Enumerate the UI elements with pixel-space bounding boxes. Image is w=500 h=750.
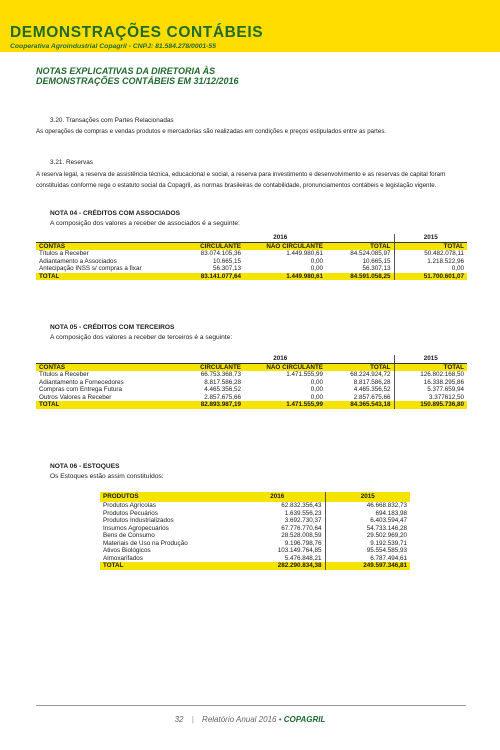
cell: Materiais de Uso na Produção — [103, 539, 188, 547]
year-2016: 2016 — [167, 234, 394, 242]
page-header-band — [0, 0, 500, 52]
col-header: CIRCULANTE — [167, 242, 244, 250]
cell: 282.290.834,38 — [230, 562, 325, 570]
cell: 0,00 — [310, 378, 323, 386]
cell: Almoxarifados — [103, 554, 143, 562]
section-321-title: 3.21. Reservas — [50, 159, 93, 166]
cell: 694.183,98 — [325, 510, 410, 518]
cell: Compras com Entrega Futura — [39, 386, 122, 393]
table-row — [36, 258, 467, 266]
cell: 3.692.730,37 — [284, 517, 322, 524]
cell: Títulos a Receber — [39, 371, 89, 378]
col-header: TOTAL — [326, 242, 394, 250]
cell: Ativos Biológicos — [103, 547, 151, 554]
report-name: Relatório Anual 2016 — [202, 715, 277, 724]
cell: Bens de Consumo — [103, 532, 155, 539]
year-row — [36, 234, 467, 242]
cell: 2.857.675,66 — [204, 393, 241, 401]
cell: 1.449.980,61 — [244, 273, 326, 281]
cell: TOTAL — [36, 273, 167, 281]
table-row — [36, 394, 467, 402]
cell: 67.776.770,64 — [281, 524, 322, 532]
section-320-text: As operações de compras e vendas produtos e mercadorias são realizadas em condições e preços estipulados entre as partes. — [36, 128, 387, 135]
nota04-title: NOTA 04 - CRÉDITOS COM ASSOCIADOS — [50, 210, 181, 217]
year-row — [36, 355, 467, 363]
table-row — [100, 510, 410, 518]
col-header: PRODUTOS — [100, 492, 230, 502]
cell: 95.554.585,93 — [325, 547, 410, 555]
cell: 4.465.356,52 — [204, 386, 241, 393]
cell: 0,00 — [310, 393, 323, 401]
section-320-title: 3.20. Transações com Partes Relacionadas — [50, 117, 174, 124]
table-header-row — [100, 492, 410, 502]
total-row — [36, 273, 467, 281]
nota06-title: NOTA 06 - ESTOQUES — [50, 463, 120, 470]
nota05-table — [36, 355, 467, 409]
cell: 84.365.543,18 — [326, 401, 394, 409]
page-number: 32 — [174, 715, 184, 724]
cell: 68.224.924,72 — [350, 371, 391, 378]
year-2016: 2016 — [167, 355, 394, 363]
cell: 6.403.594,47 — [325, 517, 410, 525]
nota05-text: A composição dos valores a receber de terceiros é a seguinte: — [50, 334, 233, 341]
cell: 1.218.522,96 — [394, 258, 467, 266]
cell: Produtos Agrícolas — [103, 502, 156, 509]
footer-separator: | — [191, 715, 194, 724]
col-header: CONTAS — [36, 363, 167, 371]
cell: 0,00 — [310, 386, 323, 393]
cell: 62.832.356,43 — [281, 502, 322, 509]
cell: 51.700.601,07 — [394, 273, 467, 281]
page-footer — [0, 715, 500, 724]
cell: 10.665,15 — [362, 257, 391, 265]
col-header: CONTAS — [36, 242, 167, 250]
cell: 249.597.346,81 — [325, 562, 410, 570]
table-row — [100, 555, 410, 563]
cell: 29.502.969,20 — [325, 532, 410, 540]
cell: 0,00 — [310, 265, 323, 272]
footer-divider — [36, 705, 466, 706]
table-row — [36, 265, 467, 273]
cell: 66.753.368,73 — [200, 371, 241, 378]
cell: 8.817.586,28 — [353, 378, 391, 386]
cell: 28.528.008,59 — [281, 532, 322, 539]
cell: 1.471.555,99 — [286, 371, 323, 378]
cell: 1.639.556,23 — [284, 509, 322, 517]
col-header: 2015 — [325, 492, 410, 502]
brand-name: COPAGRIL — [283, 715, 326, 724]
cell: 56.307,13 — [362, 265, 391, 272]
year-2015: 2015 — [394, 234, 467, 242]
cell: TOTAL — [36, 401, 167, 409]
table-header-row — [36, 242, 467, 250]
cell: 2.857.675,66 — [353, 393, 391, 401]
col-header: TOTAL — [394, 363, 467, 371]
cell: 4.465.356,52 — [353, 386, 391, 393]
col-header: NÃO CIRCULANTE — [244, 363, 326, 371]
nota05-title: NOTA 05 - CRÉDITOS COM TERCEIROS — [50, 324, 175, 331]
cell: 126.802.168,50 — [394, 371, 467, 379]
notes-title-line2: DEMONSTRAÇÕES CONTÁBEIS EM 31/12/2016 — [36, 76, 239, 86]
cell: 1.471.555,99 — [244, 401, 326, 409]
cell: 5.377.659,94 — [394, 386, 467, 394]
cell: Adiantamento a Associados — [39, 257, 117, 265]
cell: 103.149.764,85 — [277, 547, 322, 554]
cell: Outros Valores a Receber — [39, 393, 112, 401]
table-row — [100, 547, 410, 555]
table-row — [100, 517, 410, 525]
total-row — [36, 401, 467, 409]
col-header: TOTAL — [326, 363, 394, 371]
table-row — [100, 532, 410, 540]
cell: 150.895.736,80 — [394, 401, 467, 409]
table-row — [100, 502, 410, 510]
cell: 83.074.105,36 — [200, 250, 241, 257]
cell: 9.196.798,76 — [284, 539, 322, 547]
footer-bullet: • — [278, 715, 282, 724]
nota04-table — [36, 234, 467, 280]
cell: 5.476.848,21 — [284, 554, 322, 562]
cell: 6.787.494,61 — [325, 555, 410, 563]
notes-title-line1: NOTAS EXPLICATIVAS DA DIRETORIA ÀS — [36, 66, 216, 76]
cell: Insumos Agropecuários — [103, 524, 169, 532]
cell: 10.665,15 — [212, 257, 241, 265]
cell: 50.482.078,11 — [394, 250, 467, 258]
cell: 8.817.586,28 — [204, 378, 241, 386]
col-header: NÃO CIRCULANTE — [244, 242, 326, 250]
cell: Produtos Industrializados — [103, 517, 174, 524]
cell: 9.192.539,71 — [325, 540, 410, 548]
table-header-row — [36, 363, 467, 371]
nota06-table — [100, 492, 410, 570]
cell: 82.893.987,19 — [167, 401, 244, 409]
col-header: 2016 — [230, 492, 325, 502]
cell: Produtos Pecuários — [103, 509, 158, 517]
col-header: TOTAL — [394, 242, 467, 250]
cell: Antecipação INSS s/ compras a fixar — [39, 265, 142, 272]
company-subtitle: Cooperativa Agroindustrial Copagril - CNPJ: 81.584.278/0001-55 — [10, 43, 216, 50]
table-row — [100, 540, 410, 548]
cell: 3.377612,50 — [394, 394, 467, 402]
cell: 54.733.146,28 — [325, 525, 410, 533]
nota06-text: Os Estoques estão assim constituídos: — [50, 473, 164, 480]
table-row — [36, 371, 467, 379]
table-row — [100, 525, 410, 533]
year-2015: 2015 — [394, 355, 467, 363]
cell: Adiantamento a Fornecedores — [39, 378, 124, 386]
total-row — [100, 562, 410, 570]
cell: 46.668.832,73 — [325, 502, 410, 510]
section-title: DEMONSTRAÇÕES CONTÁBEIS — [10, 24, 264, 41]
nota04-text: A composição dos valores a receber de associados é a seguinte: — [50, 220, 240, 227]
cell: 16.338.295,86 — [394, 379, 467, 387]
table-row — [36, 379, 467, 387]
table-row — [36, 250, 467, 258]
cell: 56.307,13 — [212, 265, 241, 272]
cell: 1.449.980,61 — [286, 250, 323, 257]
cell: 0,00 — [394, 265, 467, 273]
cell: 83.141.077,64 — [167, 273, 244, 281]
cell: 84.524.085,97 — [350, 250, 391, 257]
col-header: CIRCULANTE — [167, 363, 244, 371]
notes-title — [36, 66, 239, 86]
section-321-text: A reserva legal, a reserva de assistência técnica, educacional e social, a reserva para investimento e desenvolvimento e as reservas de capital foram constituídas conforme rege o estatuto social da Copagril, as normas brasileiras de contabilidade, pronunciamentos contábeis e legislação vigente. — [36, 171, 446, 189]
cell: 0,00 — [310, 257, 323, 265]
cell: Títulos a Receber — [39, 250, 89, 257]
table-row — [36, 386, 467, 394]
cell: 84.591.058,25 — [326, 273, 394, 281]
cell: TOTAL — [100, 562, 230, 570]
